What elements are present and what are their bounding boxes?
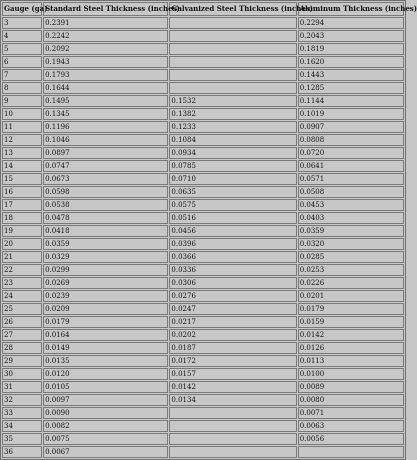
gauge-cell: 24 [2, 290, 42, 302]
galvanized-steel-cell [169, 407, 296, 419]
galvanized-steel-cell: 0.0934 [169, 147, 296, 159]
standard-steel-cell: 0.1793 [43, 69, 168, 81]
gauge-cell: 27 [2, 329, 42, 341]
gauge-cell: 9 [2, 95, 42, 107]
aluminum-cell: 0.0720 [298, 147, 404, 159]
standard-steel-cell: 0.0747 [43, 160, 168, 172]
galvanized-steel-cell: 0.1084 [169, 134, 296, 146]
gauge-cell: 16 [2, 186, 42, 198]
aluminum-cell: 0.0285 [298, 251, 404, 263]
galvanized-steel-cell: 0.1233 [169, 121, 296, 133]
galvanized-steel-cell: 0.0217 [169, 316, 296, 328]
aluminum-cell: 0.0126 [298, 342, 404, 354]
standard-steel-cell: 0.0105 [43, 381, 168, 393]
aluminum-cell: 0.0226 [298, 277, 404, 289]
aluminum-cell: 0.0571 [298, 173, 404, 185]
galvanized-steel-cell: 0.1382 [169, 108, 296, 120]
table-row [2, 264, 404, 276]
aluminum-cell: 0.1443 [298, 69, 404, 81]
header-aluminum: Aluminum Thickness (inches) [298, 2, 404, 16]
galvanized-steel-cell: 0.0276 [169, 290, 296, 302]
table-row [2, 342, 404, 354]
standard-steel-cell: 0.0418 [43, 225, 168, 237]
galvanized-steel-cell [169, 433, 296, 445]
table-row [2, 290, 404, 302]
header-gauge: Gauge (ga) [2, 2, 42, 16]
galvanized-steel-cell: 0.0306 [169, 277, 296, 289]
table-row [2, 173, 404, 185]
table-row [2, 186, 404, 198]
table-row [2, 303, 404, 315]
gauge-cell: 19 [2, 225, 42, 237]
galvanized-steel-cell [169, 56, 296, 68]
galvanized-steel-cell: 0.0172 [169, 355, 296, 367]
table-row [2, 238, 404, 250]
table-row [2, 368, 404, 380]
aluminum-cell: 0.0071 [298, 407, 404, 419]
table-row [2, 329, 404, 341]
galvanized-steel-cell: 0.0516 [169, 212, 296, 224]
gauge-cell: 15 [2, 173, 42, 185]
aluminum-cell: 0.0359 [298, 225, 404, 237]
gauge-cell: 30 [2, 368, 42, 380]
aluminum-cell: 0.0253 [298, 264, 404, 276]
gauge-cell: 28 [2, 342, 42, 354]
standard-steel-cell: 0.1046 [43, 134, 168, 146]
header-galvanized-steel: Galvanized Steel Thickness (inches) [169, 2, 296, 16]
gauge-cell: 7 [2, 69, 42, 81]
aluminum-cell: 0.2043 [298, 30, 404, 42]
standard-steel-cell: 0.1345 [43, 108, 168, 120]
galvanized-steel-cell: 0.0187 [169, 342, 296, 354]
standard-steel-cell: 0.2391 [43, 17, 168, 29]
gauge-cell: 33 [2, 407, 42, 419]
table-row [2, 108, 404, 120]
table-row [2, 420, 404, 432]
gauge-cell: 29 [2, 355, 42, 367]
standard-steel-cell: 0.0239 [43, 290, 168, 302]
table-row [2, 30, 404, 42]
table-row [2, 69, 404, 81]
gauge-cell: 17 [2, 199, 42, 211]
standard-steel-cell: 0.0082 [43, 420, 168, 432]
gauge-cell: 25 [2, 303, 42, 315]
gauge-cell: 23 [2, 277, 42, 289]
table-row [2, 95, 404, 107]
table-row [2, 134, 404, 146]
gauge-cell: 4 [2, 30, 42, 42]
gauge-cell: 13 [2, 147, 42, 159]
standard-steel-cell: 0.0598 [43, 186, 168, 198]
aluminum-cell: 0.1620 [298, 56, 404, 68]
standard-steel-cell: 0.0538 [43, 199, 168, 211]
standard-steel-cell: 0.0179 [43, 316, 168, 328]
aluminum-cell: 0.0089 [298, 381, 404, 393]
galvanized-steel-cell: 0.0247 [169, 303, 296, 315]
standard-steel-cell: 0.0269 [43, 277, 168, 289]
aluminum-cell: 0.2294 [298, 17, 404, 29]
galvanized-steel-cell: 0.0336 [169, 264, 296, 276]
aluminum-cell: 0.0808 [298, 134, 404, 146]
galvanized-steel-cell: 0.0134 [169, 394, 296, 406]
galvanized-steel-cell: 0.0396 [169, 238, 296, 250]
galvanized-steel-cell [169, 43, 296, 55]
standard-steel-cell: 0.0149 [43, 342, 168, 354]
standard-steel-cell: 0.0299 [43, 264, 168, 276]
gauge-cell: 22 [2, 264, 42, 276]
table-row [2, 433, 404, 445]
aluminum-cell: 0.0641 [298, 160, 404, 172]
standard-steel-cell: 0.0135 [43, 355, 168, 367]
galvanized-steel-cell: 0.0575 [169, 199, 296, 211]
galvanized-steel-cell [169, 30, 296, 42]
table-row [2, 355, 404, 367]
table-row [2, 212, 404, 224]
table-body [2, 17, 404, 458]
aluminum-cell: 0.0320 [298, 238, 404, 250]
galvanized-steel-cell: 0.0202 [169, 329, 296, 341]
standard-steel-cell: 0.0478 [43, 212, 168, 224]
standard-steel-cell: 0.2242 [43, 30, 168, 42]
standard-steel-cell: 0.1196 [43, 121, 168, 133]
aluminum-cell: 0.0056 [298, 433, 404, 445]
standard-steel-cell: 0.0209 [43, 303, 168, 315]
aluminum-cell: 0.1285 [298, 82, 404, 94]
galvanized-steel-cell [169, 82, 296, 94]
gauge-cell: 34 [2, 420, 42, 432]
galvanized-steel-cell: 0.0142 [169, 381, 296, 393]
standard-steel-cell: 0.1495 [43, 95, 168, 107]
table-row [2, 121, 404, 133]
aluminum-cell: 0.0508 [298, 186, 404, 198]
aluminum-cell: 0.1019 [298, 108, 404, 120]
gauge-cell: 36 [2, 446, 42, 458]
galvanized-steel-cell: 0.0157 [169, 368, 296, 380]
galvanized-steel-cell [169, 17, 296, 29]
table-row [2, 56, 404, 68]
gauge-cell: 18 [2, 212, 42, 224]
standard-steel-cell: 0.0067 [43, 446, 168, 458]
table-row [2, 316, 404, 328]
table-row [2, 82, 404, 94]
table-row [2, 225, 404, 237]
gauge-cell: 10 [2, 108, 42, 120]
aluminum-cell: 0.0907 [298, 121, 404, 133]
galvanized-steel-cell [169, 69, 296, 81]
galvanized-steel-cell: 0.0710 [169, 173, 296, 185]
gauge-cell: 3 [2, 17, 42, 29]
aluminum-cell: 0.0080 [298, 394, 404, 406]
standard-steel-cell: 0.0359 [43, 238, 168, 250]
table-row [2, 446, 404, 458]
gauge-cell: 32 [2, 394, 42, 406]
galvanized-steel-cell [169, 446, 296, 458]
aluminum-cell: 0.0159 [298, 316, 404, 328]
gauge-cell: 8 [2, 82, 42, 94]
aluminum-cell: 0.0142 [298, 329, 404, 341]
galvanized-steel-cell: 0.0366 [169, 251, 296, 263]
table-row [2, 43, 404, 55]
standard-steel-cell: 0.0090 [43, 407, 168, 419]
galvanized-steel-cell: 0.0635 [169, 186, 296, 198]
standard-steel-cell: 0.1644 [43, 82, 168, 94]
table-row [2, 381, 404, 393]
gauge-cell: 14 [2, 160, 42, 172]
header-standard-steel: Standard Steel Thickness (inches) [43, 2, 168, 16]
table-row [2, 147, 404, 159]
table-row [2, 251, 404, 263]
standard-steel-cell: 0.0097 [43, 394, 168, 406]
standard-steel-cell: 0.0164 [43, 329, 168, 341]
aluminum-cell: 0.1144 [298, 95, 404, 107]
aluminum-cell: 0.0179 [298, 303, 404, 315]
table-row [2, 277, 404, 289]
table-row [2, 160, 404, 172]
aluminum-cell [298, 446, 404, 458]
gauge-cell: 11 [2, 121, 42, 133]
gauge-cell: 5 [2, 43, 42, 55]
standard-steel-cell: 0.0897 [43, 147, 168, 159]
aluminum-cell: 0.1819 [298, 43, 404, 55]
standard-steel-cell: 0.0075 [43, 433, 168, 445]
standard-steel-cell: 0.1943 [43, 56, 168, 68]
table-row [2, 394, 404, 406]
standard-steel-cell: 0.0120 [43, 368, 168, 380]
aluminum-cell: 0.0201 [298, 290, 404, 302]
gauge-cell: 31 [2, 381, 42, 393]
table-header-row [2, 2, 404, 16]
galvanized-steel-cell: 0.0785 [169, 160, 296, 172]
galvanized-steel-cell [169, 420, 296, 432]
aluminum-cell: 0.0100 [298, 368, 404, 380]
gauge-cell: 35 [2, 433, 42, 445]
table-row [2, 17, 404, 29]
gauge-cell: 20 [2, 238, 42, 250]
aluminum-cell: 0.0113 [298, 355, 404, 367]
standard-steel-cell: 0.0673 [43, 173, 168, 185]
aluminum-cell: 0.0453 [298, 199, 404, 211]
galvanized-steel-cell: 0.0456 [169, 225, 296, 237]
galvanized-steel-cell: 0.1532 [169, 95, 296, 107]
standard-steel-cell: 0.0329 [43, 251, 168, 263]
aluminum-cell: 0.0063 [298, 420, 404, 432]
standard-steel-cell: 0.2092 [43, 43, 168, 55]
gauge-cell: 12 [2, 134, 42, 146]
table-row [2, 199, 404, 211]
gauge-cell: 6 [2, 56, 42, 68]
gauge-cell: 21 [2, 251, 42, 263]
gauge-cell: 26 [2, 316, 42, 328]
aluminum-cell: 0.0403 [298, 212, 404, 224]
table-row [2, 407, 404, 419]
